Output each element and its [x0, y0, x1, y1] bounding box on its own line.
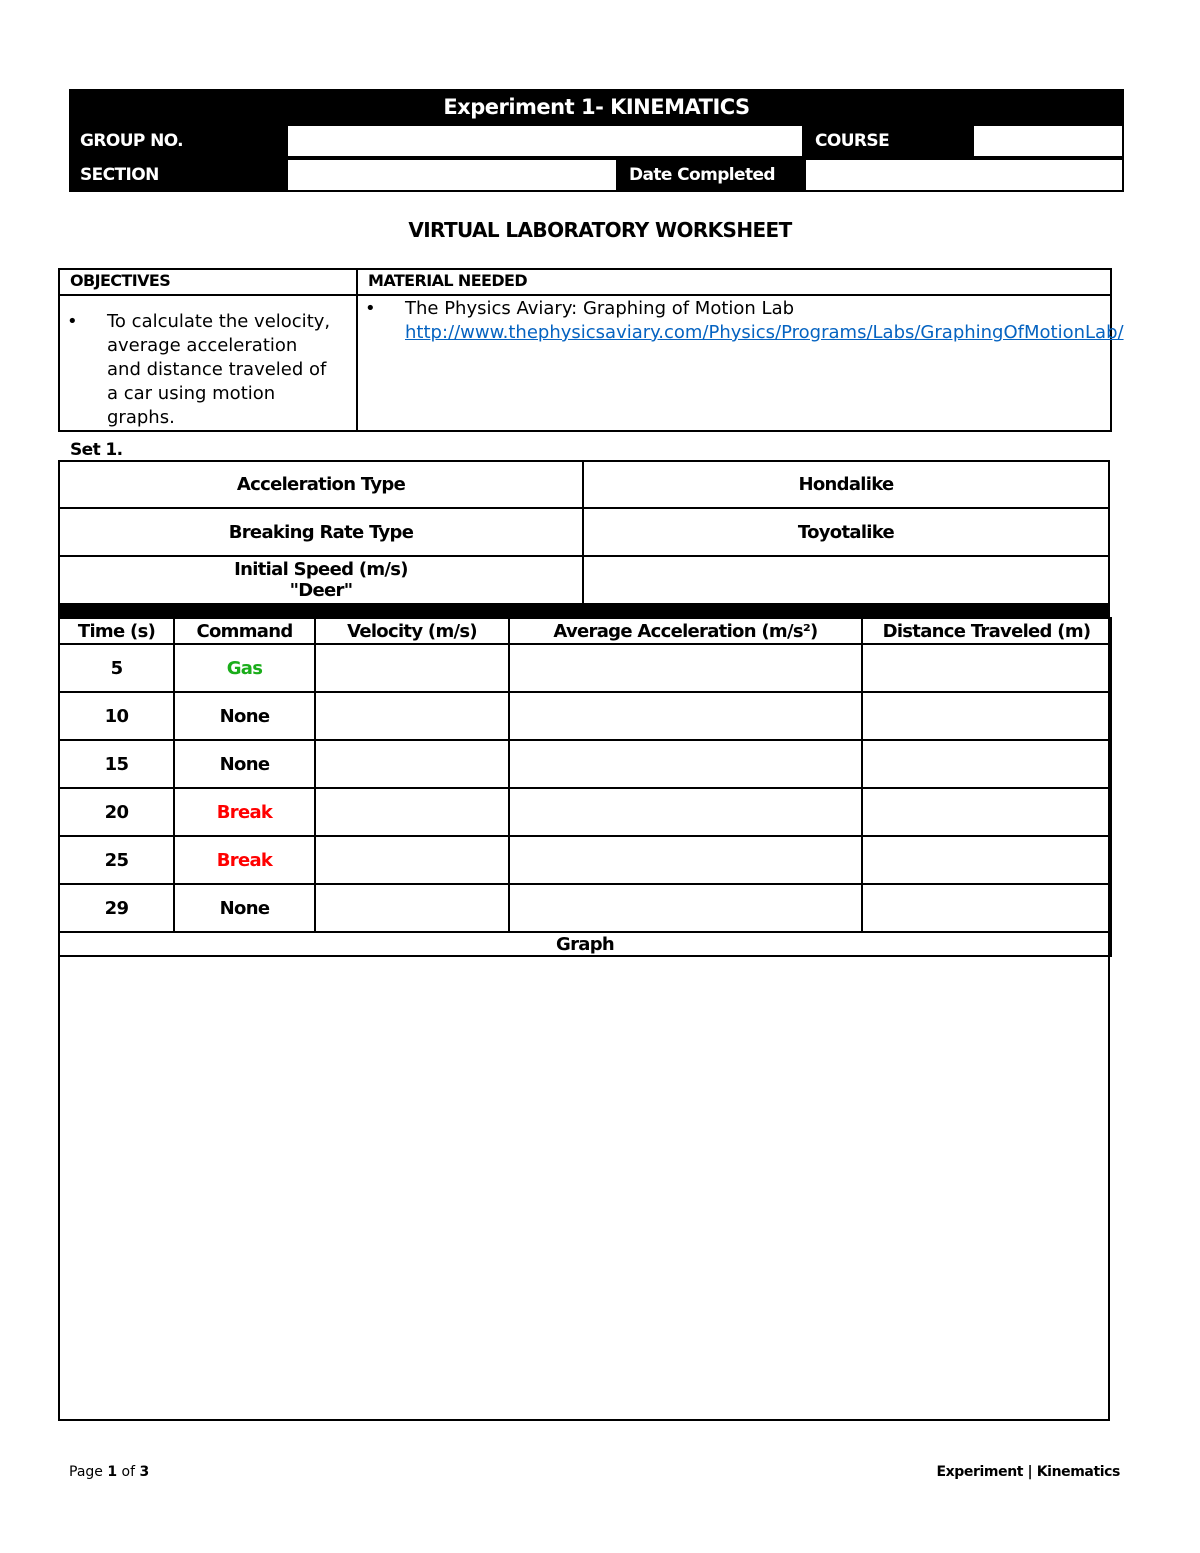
material-title: The Physics Aviary: Graphing of Motion Lab	[405, 298, 795, 319]
page-of: of	[117, 1464, 140, 1480]
avg-acceleration-cell[interactable]	[509, 884, 862, 932]
course-field[interactable]	[972, 124, 1124, 158]
distance-cell[interactable]	[862, 644, 1111, 692]
time-cell: 25	[59, 836, 174, 884]
section-field[interactable]	[286, 158, 618, 192]
distance-cell[interactable]	[862, 884, 1111, 932]
bullet-icon: •	[67, 311, 78, 332]
initial-speed-label-cell	[60, 557, 582, 603]
velocity-cell[interactable]	[315, 740, 509, 788]
command-cell: Break	[174, 788, 315, 836]
braking-rate-value: Toyotalike	[797, 521, 895, 543]
footer-doc-label: Experiment | Kinematics	[936, 1464, 1120, 1480]
time-cell: 20	[59, 788, 174, 836]
avg-acceleration-cell[interactable]	[509, 644, 862, 692]
avg-acceleration-cell[interactable]	[509, 788, 862, 836]
table-row	[59, 644, 1111, 692]
table-row	[59, 692, 1111, 740]
table-row	[59, 788, 1111, 836]
worksheet-title: VIRTUAL LABORATORY WORKSHEET	[408, 218, 792, 242]
table-row	[59, 884, 1111, 932]
col-time-header: Time (s)	[59, 618, 174, 644]
avg-acceleration-cell[interactable]	[509, 692, 862, 740]
command-cell: Break	[174, 836, 315, 884]
initial-speed-sublabel: "Deer"	[289, 580, 353, 601]
objective-text: To calculate the velocity, average acceleration and distance traveled of a car using motion graphs.	[107, 311, 331, 428]
distance-cell[interactable]	[862, 740, 1111, 788]
distance-cell[interactable]	[862, 692, 1111, 740]
course-label: COURSE	[804, 124, 972, 158]
objectives-heading: OBJECTIVES	[59, 269, 357, 295]
initial-speed-value[interactable]	[584, 557, 1108, 603]
objective-item	[60, 296, 356, 430]
command-cell: None	[174, 884, 315, 932]
material-link[interactable]: http://www.thephysicsaviary.com/Physics/Programs/Labs/GraphingOfMotionLab/	[405, 322, 1124, 343]
table-row	[59, 836, 1111, 884]
col-velocity-header: Velocity (m/s)	[315, 618, 509, 644]
velocity-cell[interactable]	[315, 884, 509, 932]
col-distance-header: Distance Traveled (m)	[862, 618, 1111, 644]
group-no-field[interactable]	[286, 124, 804, 158]
material-item	[358, 296, 1124, 345]
acceleration-type-label: Acceleration Type	[236, 474, 406, 495]
time-cell: 5	[59, 644, 174, 692]
time-cell: 15	[59, 740, 174, 788]
table-header-row	[59, 618, 1111, 644]
graph-label: Graph	[59, 932, 1111, 956]
command-cell: Gas	[174, 644, 315, 692]
page-prefix: Page	[69, 1464, 108, 1480]
set-1-data-table	[58, 617, 1112, 957]
section-label: SECTION	[69, 158, 286, 192]
bullet-icon: •	[365, 298, 376, 319]
braking-rate-label: Breaking Rate Type	[228, 521, 414, 543]
set-1-label: Set 1.	[70, 440, 123, 460]
distance-cell[interactable]	[862, 788, 1111, 836]
objectives-materials-table	[58, 268, 1124, 432]
date-completed-field[interactable]	[804, 158, 1124, 192]
velocity-cell[interactable]	[315, 644, 509, 692]
col-avg-acceleration-header: Average Acceleration (m/s²)	[509, 618, 862, 644]
velocity-cell[interactable]	[315, 692, 509, 740]
initial-speed-label: Initial Speed (m/s)	[234, 559, 408, 580]
section-bar	[58, 603, 1110, 617]
avg-acceleration-cell[interactable]	[509, 836, 862, 884]
header-row-group-course	[69, 124, 1124, 158]
graph-area[interactable]	[60, 960, 1108, 1419]
materials-heading: MATERIAL NEEDED	[357, 269, 1111, 295]
time-cell: 10	[59, 692, 174, 740]
objectives-cell	[59, 295, 357, 431]
group-no-label: GROUP NO.	[69, 124, 286, 158]
command-cell: None	[174, 692, 315, 740]
velocity-cell[interactable]	[315, 836, 509, 884]
avg-acceleration-cell[interactable]	[509, 740, 862, 788]
materials-cell	[357, 295, 1124, 431]
col-command-header: Command	[174, 618, 315, 644]
time-cell: 29	[59, 884, 174, 932]
acceleration-type-value: Hondalike	[798, 474, 894, 495]
date-completed-label: Date Completed	[618, 158, 804, 192]
distance-cell[interactable]	[862, 836, 1111, 884]
velocity-cell[interactable]	[315, 788, 509, 836]
header-row-section-date	[69, 158, 1124, 192]
page-current: 1	[107, 1464, 118, 1480]
experiment-title: Experiment 1- KINEMATICS	[69, 89, 1124, 124]
table-row	[59, 740, 1111, 788]
page-total: 3	[139, 1464, 150, 1480]
command-cell: None	[174, 740, 315, 788]
page-number	[69, 1464, 149, 1480]
